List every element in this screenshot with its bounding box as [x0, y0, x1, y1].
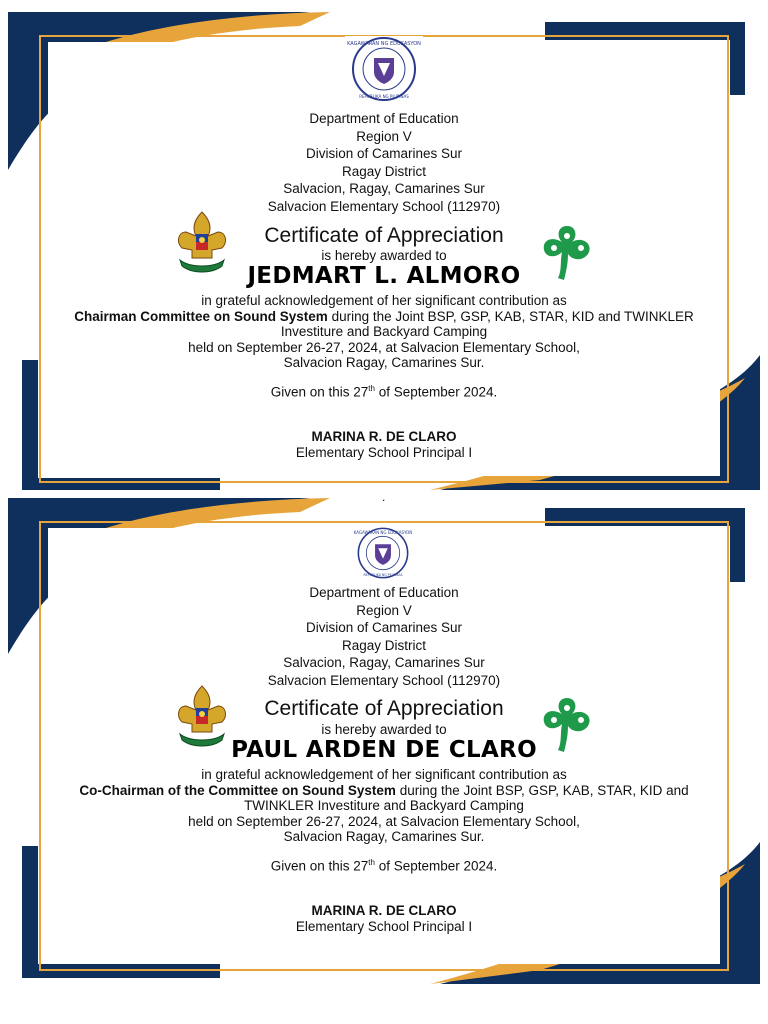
given-date-month: of September 2024. — [374, 384, 498, 400]
acknowledgement-text — [70, 293, 698, 371]
header-line-address: Salvacion, Ragay, Camarines Sur — [283, 655, 485, 670]
recipient-name: PAUL ARDEN DE CLARO — [231, 737, 537, 763]
certificate-title: Certificate of Appreciation — [264, 697, 504, 720]
given-date — [0, 384, 768, 400]
event-text: during the Joint BSP, GSP, KAB, STAR, KID and TWINKLER Investiture and Backyard Camping — [280, 308, 694, 339]
held-text: held on September 26-27, 2024, at Salvacion Elementary School, — [188, 339, 580, 355]
place-text: Salvacion Ragay, Camarines Sur. — [283, 355, 485, 370]
header-line-district: Ragay District — [341, 163, 427, 179]
awarded-text: is hereby awarded to — [321, 248, 447, 263]
page-separator-dot: . — [382, 490, 386, 504]
role-text: Co-Chairman of the Committee on Sound System — [79, 782, 396, 798]
deped-seal-icon — [352, 526, 414, 580]
header-block — [0, 110, 768, 215]
header-line-school: Salvacion Elementary School (112970) — [267, 198, 501, 214]
svg-text:REPUBLIKA NG PILIPINAS: REPUBLIKA NG PILIPINAS — [359, 94, 409, 99]
given-date — [0, 858, 768, 874]
header-line-department: Department of Education — [309, 585, 459, 600]
acknowledgement-text — [70, 767, 698, 845]
given-date-month: of September 2024. — [374, 858, 498, 874]
header-line-division: Division of Camarines Sur — [305, 146, 463, 161]
header-line-division: Division of Camarines Sur — [305, 620, 463, 635]
signatory-title: Elementary School Principal I — [295, 445, 473, 460]
certificate-1 — [0, 0, 768, 490]
signatory-name: MARINA R. DE CLARO — [311, 429, 457, 444]
header-line-region: Region V — [356, 128, 412, 144]
held-text: held on September 26-27, 2024, at Salvacion Elementary School, — [188, 813, 580, 829]
header-line-department: Department of Education — [309, 111, 459, 126]
certificate-title: Certificate of Appreciation — [264, 224, 504, 247]
header-line-address: Salvacion, Ragay, Camarines Sur — [283, 181, 485, 196]
recipient-name: JEDMART L. ALMORO — [247, 263, 521, 289]
svg-text:REPUBLIKA NG PILIPINAS: REPUBLIKA NG PILIPINAS — [363, 573, 403, 578]
signatory-name: MARINA R. DE CLARO — [311, 903, 457, 918]
header-block — [0, 584, 768, 689]
certificate-content — [0, 494, 768, 984]
given-date-suffix: th — [368, 858, 375, 867]
given-date-suffix: th — [368, 384, 375, 393]
acknowledgement-line: in grateful acknowledgement of her significant contribution as — [201, 767, 567, 782]
role-text: Chairman Committee on Sound System — [74, 308, 328, 324]
event-text: during the Joint BSP, GSP, KAB, STAR, KID and TWINKLER Investiture and Backyard Camping — [244, 782, 689, 813]
header-line-region: Region V — [356, 602, 412, 618]
acknowledgement-line: in grateful acknowledgement of her significant contribution as — [201, 293, 567, 308]
given-date-prefix: Given on this 27 — [270, 384, 369, 400]
given-date-prefix: Given on this 27 — [270, 858, 369, 874]
certificate-2 — [0, 494, 768, 984]
signatory-title: Elementary School Principal I — [295, 919, 473, 934]
header-line-school: Salvacion Elementary School (112970) — [267, 672, 501, 688]
place-text: Salvacion Ragay, Camarines Sur. — [283, 829, 485, 844]
certificate-content — [0, 0, 768, 490]
svg-text:KAGAWARAN NG EDUKASYON: KAGAWARAN NG EDUKASYON — [353, 529, 413, 535]
header-line-district: Ragay District — [341, 637, 427, 653]
awarded-text: is hereby awarded to — [321, 722, 447, 737]
deped-seal-icon — [345, 36, 423, 102]
svg-text:KAGAWARAN NG EDUKASYON: KAGAWARAN NG EDUKASYON — [347, 41, 421, 47]
